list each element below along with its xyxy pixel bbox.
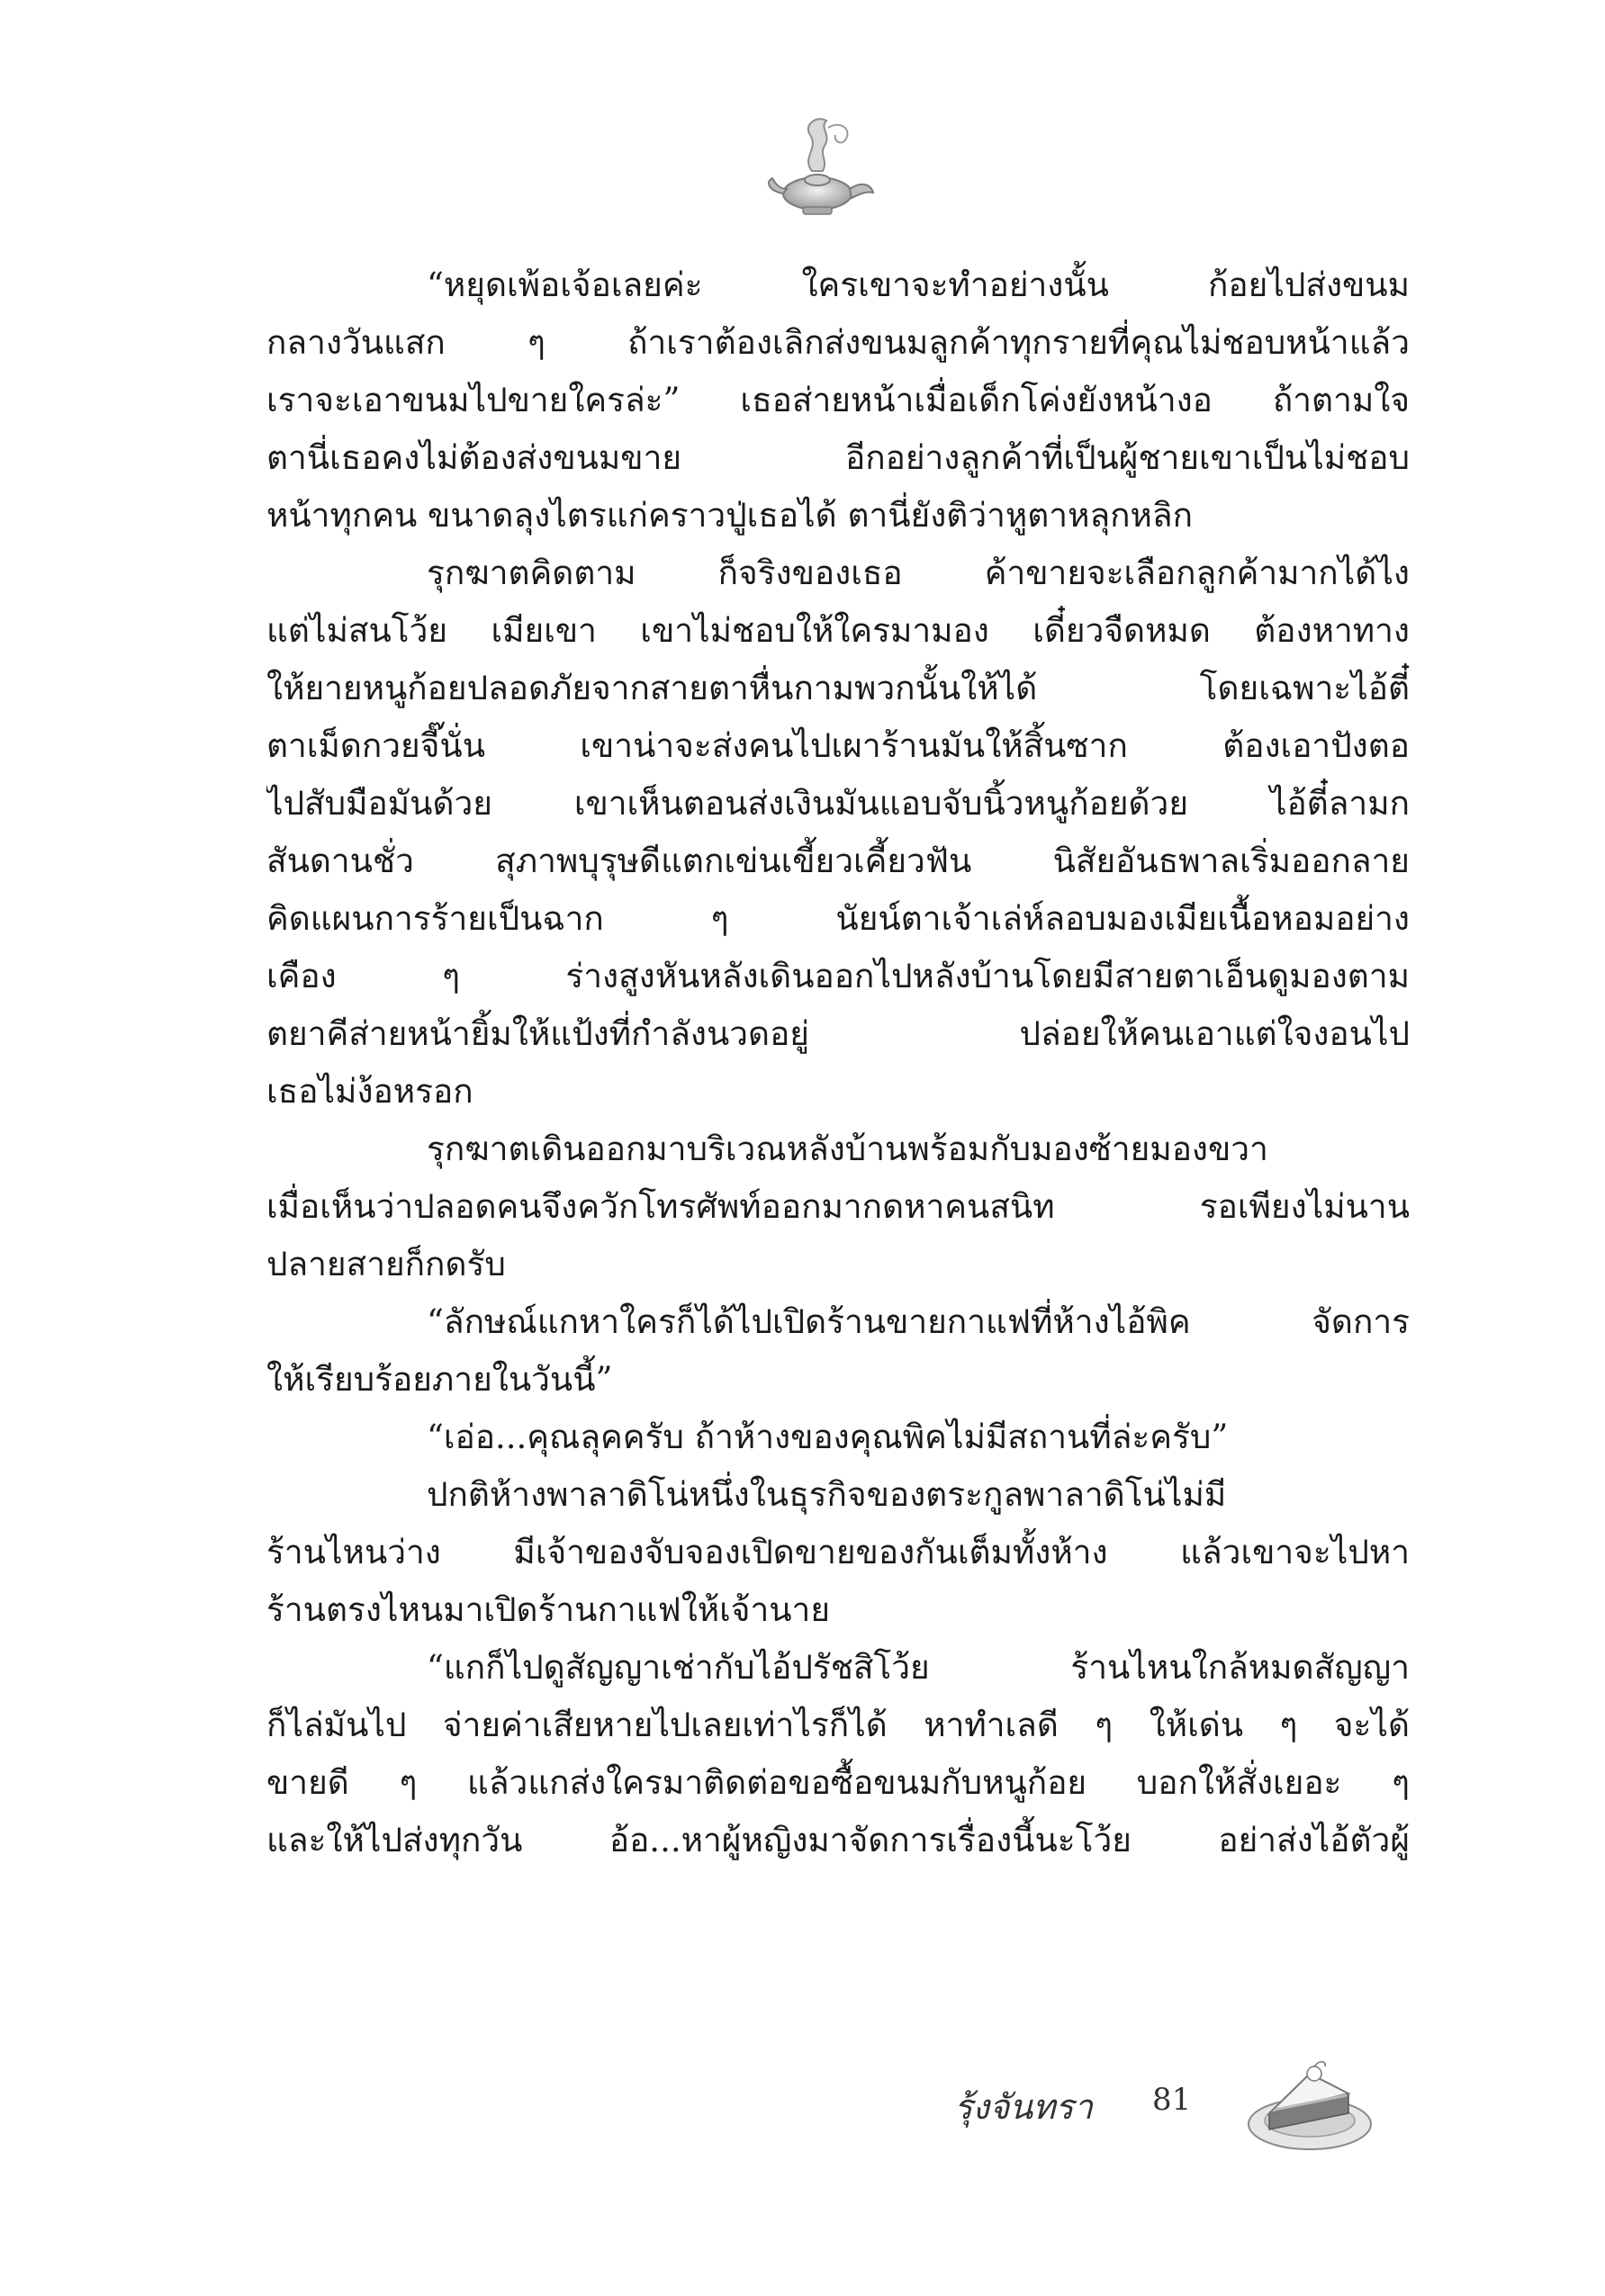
text-line: แต่ไม่สนโว้ย เมียเขา เขาไม่ชอบให้ใครมามอง เดี๋ยวจืดหมด ต้องหาทาง xyxy=(266,611,1410,650)
text-line: “ลักษณ์แกหาใครก็ได้ไปเปิดร้านขายกาแฟที่ห้างไอ้พิค จัดการ xyxy=(427,1302,1410,1341)
text-line: ให้เรียบร้อยภายในวันนี้” xyxy=(266,1360,613,1399)
text-line: ก็ไล่มันไป จ่ายค่าเสียหายไปเลยเท่าไรก็ได้ หาทำเลดี ๆ ให้เด่น ๆ จะได้ xyxy=(266,1706,1410,1744)
text-line: “หยุดเพ้อเจ้อเลยค่ะ ใครเขาจะทำอย่างนั้น ก้อยไปส่งขนม xyxy=(427,266,1410,304)
text-line: เคือง ๆ ร่างสูงหันหลังเดินออกไปหลังบ้านโดยมีสายตาเอ็นดูมองตาม xyxy=(266,957,1410,995)
text-line: รุกฆาตคิดตาม ก็จริงของเธอ ค้าขายจะเลือกลูกค้ามากได้ไง xyxy=(427,554,1410,592)
body-text xyxy=(266,257,1410,1869)
text-line: รุกฆาตเดินออกมาบริเวณหลังบ้านพร้อมกับมองซ้ายมองขวา xyxy=(427,1130,1268,1168)
text-line: ปกติห้างพาลาดิโน่หนึ่งในธุรกิจของตระกูลพาลาดิโน่ไม่มี xyxy=(427,1475,1227,1514)
text-line: เธอไม่ง้อหรอก xyxy=(266,1072,473,1111)
text-line: “แกก็ไปดูสัญญาเช่ากับไอ้ปรัชสิโว้ย ร้านไหนใกล้หมดสัญญา xyxy=(427,1648,1410,1687)
text-line: ให้ยายหนูก้อยปลอดภัยจากสายตาหื่นกามพวกนั้นให้ได้ โดยเฉพาะไอ้ตี๋ xyxy=(266,669,1410,707)
footer-author: รุ้งจันทรา xyxy=(954,2087,1094,2127)
text-line: หน้าทุกคน ขนาดลุงไตรแก่คราวปู่เธอได้ ตานี่ยังติว่าหูตาหลุกหลิก xyxy=(266,496,1194,535)
text-line: ตาเม็ดกวยจี๊นั่น เขาน่าจะส่งคนไปเผาร้านมันให้สิ้นซาก ต้องเอาปังตอ xyxy=(266,726,1410,765)
text-line: เราจะเอาขนมไปขายใครล่ะ” เธอส่ายหน้าเมื่อเด็กโค่งยังหน้างอ ถ้าตามใจ xyxy=(266,381,1410,419)
text-line: ตานี่เธอคงไม่ต้องส่งขนมขาย อีกอย่างลูกค้าที่เป็นผู้ชายเขาเป็นไม่ชอบ xyxy=(266,438,1410,477)
text-line: เมื่อเห็นว่าปลอดคนจึงควักโทรศัพท์ออกมากดหาคนสนิท รอเพียงไม่นาน xyxy=(266,1187,1410,1226)
text-line: สันดานชั่ว สุภาพบุรุษดีแตกเข่นเขี้ยวเคี้ยวฟัน นิสัยอันธพาลเริ่มออกลาย xyxy=(266,842,1410,880)
text-line: ปลายสายก็กดรับ xyxy=(266,1245,506,1283)
text-line: ร้านตรงไหนมาเปิดร้านกาแฟให้เจ้านาย xyxy=(266,1590,831,1629)
text-line: คิดแผนการร้ายเป็นฉาก ๆ นัยน์ตาเจ้าเล่ห์ลอบมองเมียเนื้อหอมอย่าง xyxy=(266,899,1410,938)
cake-slice-icon xyxy=(1242,2034,1377,2160)
text-line: และให้ไปส่งทุกวัน อ้อ...หาผู้หญิงมาจัดการเรื่องนี้นะโว้ย อย่าส่งไอ้ตัวผู้ xyxy=(266,1821,1410,1859)
text-line: ขายดี ๆ แล้วแกส่งใครมาติดต่อขอซื้อขนมกับหนูก้อย บอกให้สั่งเยอะ ๆ xyxy=(266,1763,1410,1802)
text-line: ร้านไหนว่าง มีเจ้าของจับจองเปิดขายของกันเต็มทั้งห้าง แล้วเขาจะไปหา xyxy=(266,1533,1410,1571)
text-line: ไปสับมือมันด้วย เขาเห็นตอนส่งเงินมันแอบจับนิ้วหนูก้อยด้วย ไอ้ตี๋ลามก xyxy=(266,784,1410,823)
text-line: กลางวันแสก ๆ ถ้าเราต้องเลิกส่งขนมลูกค้าทุกรายที่คุณไม่ชอบหน้าแล้ว xyxy=(266,323,1410,362)
text-line: ตยาคีส่ายหน้ายิ้มให้แป้งที่กำลังนวดอยู่ ปล่อยให้คนเอาแต่ใจงอนไป xyxy=(266,1014,1410,1053)
magic-lamp-icon xyxy=(756,108,882,234)
text-line: “เอ่อ...คุณลุคครับ ถ้าห้างของคุณพิคไม่มีสถานที่ล่ะครับ” xyxy=(427,1418,1229,1456)
page-number: 81 xyxy=(1152,2082,1192,2118)
